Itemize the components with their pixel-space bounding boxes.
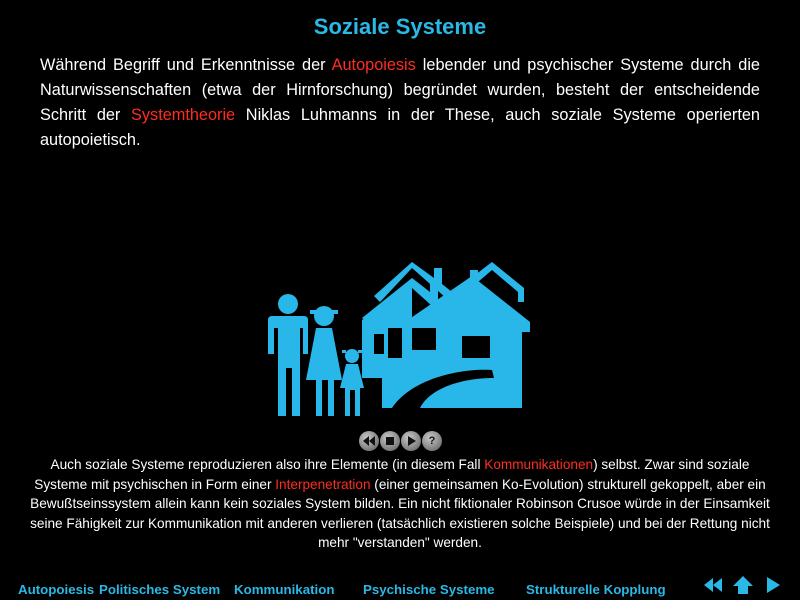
rewind-icon[interactable] xyxy=(359,431,379,451)
intro-paragraph xyxy=(40,53,760,153)
body-text-1: Auch soziale Systeme reproduzieren also ihre Elemente (in diesem Fall xyxy=(50,457,485,472)
help-icon[interactable] xyxy=(422,431,442,451)
link-kommunikationen[interactable]: Kommunikationen xyxy=(484,457,594,472)
nav-strukturelle-kopplung[interactable]: Strukturelle Kopplung xyxy=(526,582,666,597)
body-text-2: ) selbst. Zwar sind soziale Systeme mit psychischen in Form einer xyxy=(34,457,750,492)
home-up-arrow-icon[interactable] xyxy=(732,574,754,596)
link-interpenetration[interactable]: Interpenetration xyxy=(275,476,371,492)
intro-text-3: Niklas Luhmanns in der These, auch soziale Systeme operierten autopoietisch. xyxy=(40,106,760,149)
media-controls xyxy=(359,431,442,451)
link-autopoiesis[interactable]: Autopoiesis xyxy=(331,56,416,74)
nav-kommunikation[interactable]: Kommunikation xyxy=(234,582,335,597)
family-house-icon xyxy=(262,258,538,420)
body-text-3: (einer gemeinsamen Ko-Evolution) strukturell gekoppelt, aber ein Bewußtseinssystem allein kann kein soziales System bilden. Ein nicht fiktionaler Robinson Crusoe würde in der Einsamkeit seine Fähigkeit zur Kommunikation mit anderen verlieren (tatsächlich existieren solche Beispiele) und bei der Rettung nicht mehr "verstanden" werden. xyxy=(30,476,770,550)
forward-arrow-icon[interactable] xyxy=(762,574,784,596)
back-double-arrow-icon[interactable] xyxy=(702,574,724,596)
stop-icon[interactable] xyxy=(380,431,400,451)
link-systemtheorie[interactable]: Systemtheorie xyxy=(131,106,236,124)
intro-text-2: lebender und psychischer Systeme durch die Naturwissenschaften (etwa der Hirnforschung) begründet wurden, besteht der entscheidende Schritt der xyxy=(40,56,760,124)
nav-psychische-systeme[interactable]: Psychische Systeme xyxy=(363,582,495,597)
help-label: ? xyxy=(428,435,436,447)
nav-autopoiesis[interactable]: Autopoiesis xyxy=(18,582,94,597)
page-title: Soziale Systeme xyxy=(313,14,487,39)
body-paragraph xyxy=(25,455,775,553)
nav-politisches-system[interactable]: Politisches System xyxy=(99,582,221,597)
intro-text-1: Während Begriff und Erkenntnisse der xyxy=(40,56,332,74)
play-icon[interactable] xyxy=(401,431,421,451)
